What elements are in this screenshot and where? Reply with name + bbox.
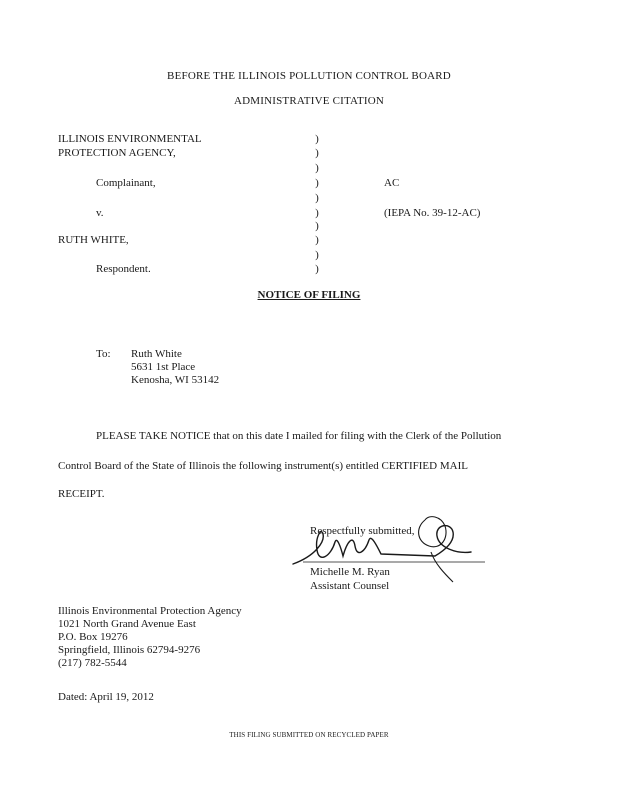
body-line-2: Control Board of the State of Illinois the following instrument(s) entitled CERTIFIED MAIL xyxy=(58,460,468,472)
caption-paren: ) xyxy=(315,234,319,246)
caption-paren: ) xyxy=(315,220,319,232)
agency-address-line2: 1021 North Grand Avenue East xyxy=(58,618,196,630)
caption-paren: ) xyxy=(315,249,319,261)
complainant-name-line2: PROTECTION AGENCY, xyxy=(58,147,176,159)
signer-name: Michelle M. Ryan xyxy=(310,566,390,578)
respondent-name: RUTH WHITE, xyxy=(58,234,129,246)
signer-title: Assistant Counsel xyxy=(310,580,390,592)
caption-paren: ) xyxy=(315,192,319,204)
caption-paren: ) xyxy=(315,207,319,219)
closing-text: Respectfully submitted, xyxy=(310,525,415,537)
caption-paren: ) xyxy=(315,133,319,145)
recycled-paper-footer: THIS FILING SUBMITTED ON RECYCLED PAPER xyxy=(229,731,389,739)
agency-address-line4: Springfield, Illinois 62794-9276 xyxy=(58,644,201,656)
body-line-1: PLEASE TAKE NOTICE that on this date I mailed for filing with the Clerk of the Pollution xyxy=(96,430,502,442)
body-line-3: RECEIPT. xyxy=(58,488,105,500)
respondent-label: Respondent. xyxy=(96,263,151,275)
dated-line: Dated: April 19, 2012 xyxy=(58,691,154,703)
notice-title: NOTICE OF FILING xyxy=(257,289,361,301)
complainant-label: Complainant, xyxy=(96,177,156,189)
case-ac-number: AC xyxy=(384,177,400,189)
board-heading: BEFORE THE ILLINOIS POLLUTION CONTROL BOARD xyxy=(167,70,451,82)
versus-label: v. xyxy=(96,207,104,219)
agency-address-line5: (217) 782-5544 xyxy=(58,657,127,669)
caption-paren: ) xyxy=(315,177,319,189)
complainant-name-line1: ILLINOIS ENVIRONMENTAL xyxy=(58,133,202,145)
case-iepa-number: (IEPA No. 39-12-AC) xyxy=(384,207,481,219)
caption-paren: ) xyxy=(315,162,319,174)
agency-address-line1: Illinois Environmental Protection Agency xyxy=(58,605,242,617)
recipient-name: Ruth White xyxy=(131,348,182,360)
caption-paren: ) xyxy=(315,147,319,159)
agency-address-line3: P.O. Box 19276 xyxy=(58,631,128,643)
recipient-city: Kenosha, WI 53142 xyxy=(131,374,220,386)
citation-heading: ADMINISTRATIVE CITATION xyxy=(233,95,385,107)
recipient-street: 5631 1st Place xyxy=(131,361,196,373)
caption-paren: ) xyxy=(315,263,319,275)
to-label: To: xyxy=(96,348,111,360)
